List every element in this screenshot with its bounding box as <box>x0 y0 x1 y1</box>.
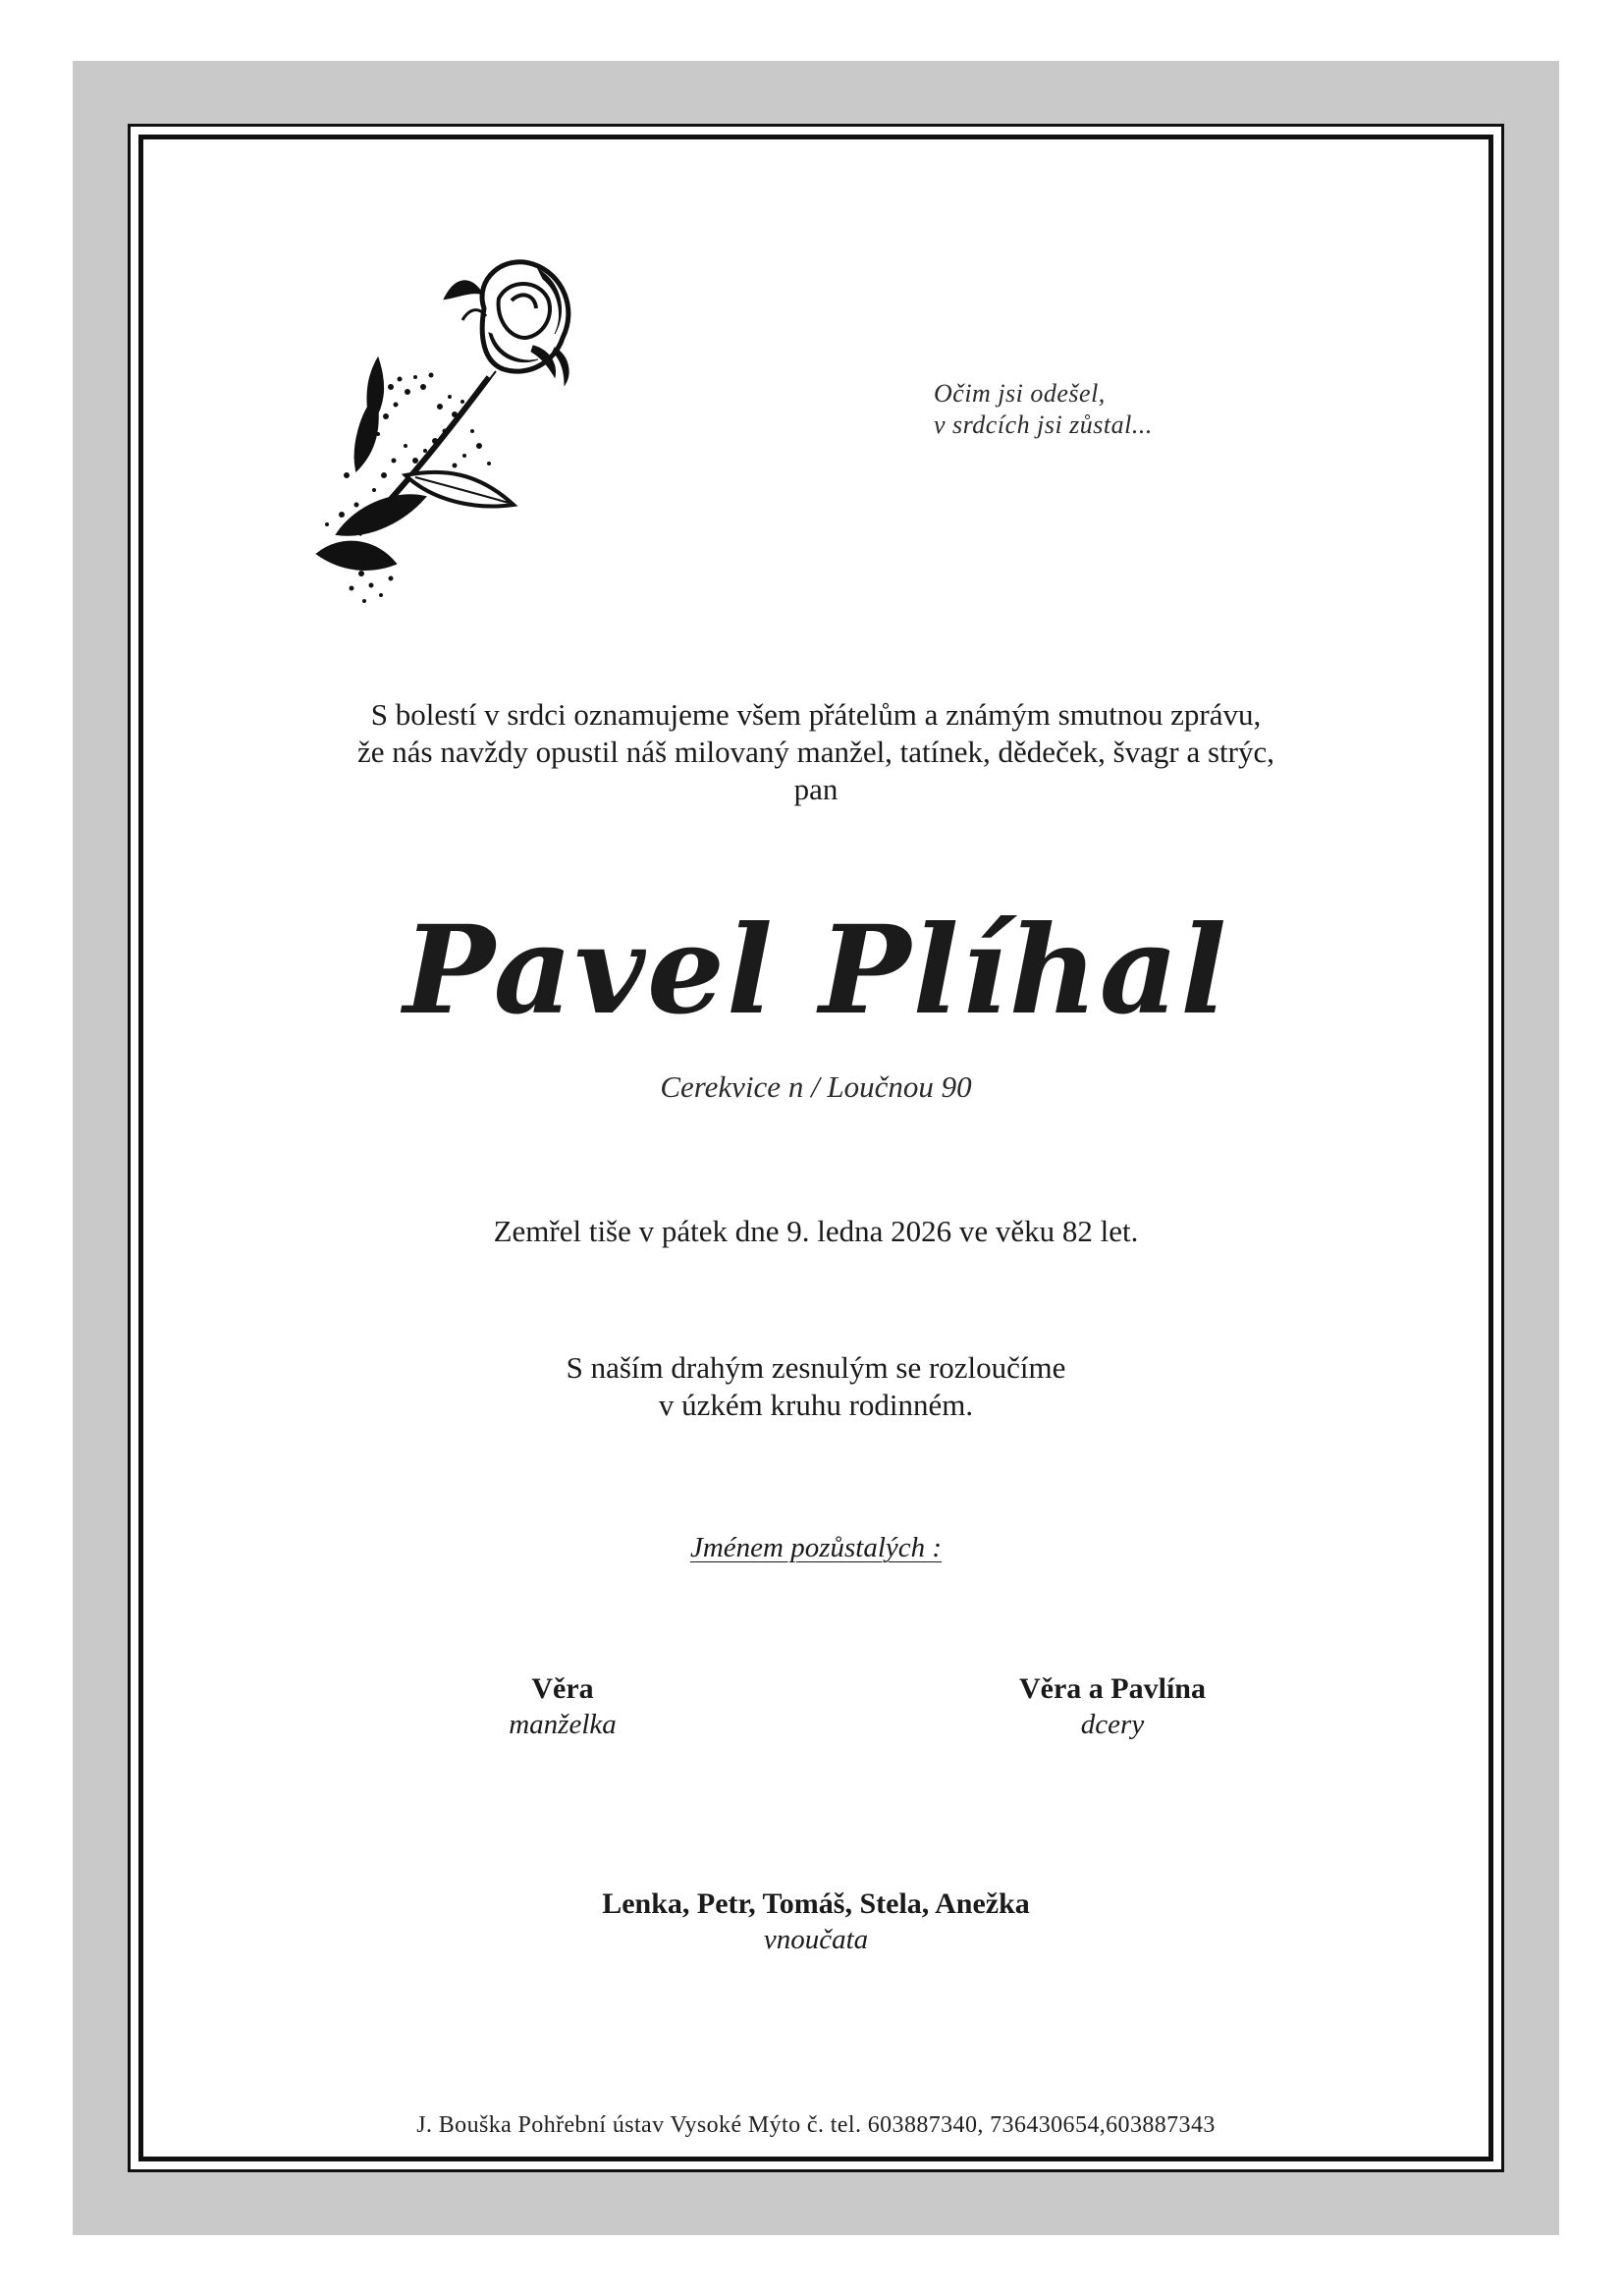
farewell-line-1: S naším drahým zesnulým se rozloučíme <box>566 1350 1066 1385</box>
announcement <box>131 696 1501 808</box>
grandchildren-names: Lenka, Petr, Tomáš, Stela, Anežka <box>602 1887 1030 1920</box>
farewell-notice <box>131 1349 1501 1424</box>
rose-icon <box>298 240 582 613</box>
wife-name: Věra <box>531 1672 594 1705</box>
relative-grandchildren <box>131 1886 1501 1957</box>
outer-frame <box>73 61 1559 2235</box>
obituary-card <box>128 124 1504 2172</box>
daughters-names: Věra a Pavlína <box>1019 1672 1206 1705</box>
memorial-quote <box>934 378 1153 441</box>
death-notice: Zemřel tiše v pátek dne 9. ledna 2026 ve věku 82 let. <box>493 1214 1139 1248</box>
deceased-name: Pavel Plíhal <box>403 900 1229 1042</box>
survivors-heading-text: Jménem pozůstalých : <box>689 1532 943 1563</box>
wife-role: manželka <box>509 1709 617 1740</box>
announcement-line-2: že nás navždy opustil náš milovaný manžel, tatínek, dědeček, švagr a strýc, <box>357 735 1274 769</box>
quote-line-2: v srdcích jsi zůstal... <box>934 410 1153 439</box>
relative-wife <box>455 1671 671 1742</box>
deceased-address: Cerekvice n / Loučnou 90 <box>660 1069 972 1104</box>
survivors-heading <box>131 1531 1501 1564</box>
quote-line-1: Očim jsi odešel, <box>934 379 1106 408</box>
announcement-line-3: pan <box>793 772 839 806</box>
funeral-home-footer: J. Bouška Pohřební ústav Vysoké Mýto č. tel. 603887340, 736430654,603887343 <box>416 2112 1216 2138</box>
announcement-line-1: S bolestí v srdci oznamujeme všem přátelům a známým smutnou zprávu, <box>370 697 1262 732</box>
grandchildren-role: vnoučata <box>763 1924 869 1955</box>
relative-daughters <box>946 1671 1279 1742</box>
daughters-role: dcery <box>1080 1709 1145 1740</box>
farewell-line-2: v úzkém kruhu rodinném. <box>658 1388 974 1422</box>
